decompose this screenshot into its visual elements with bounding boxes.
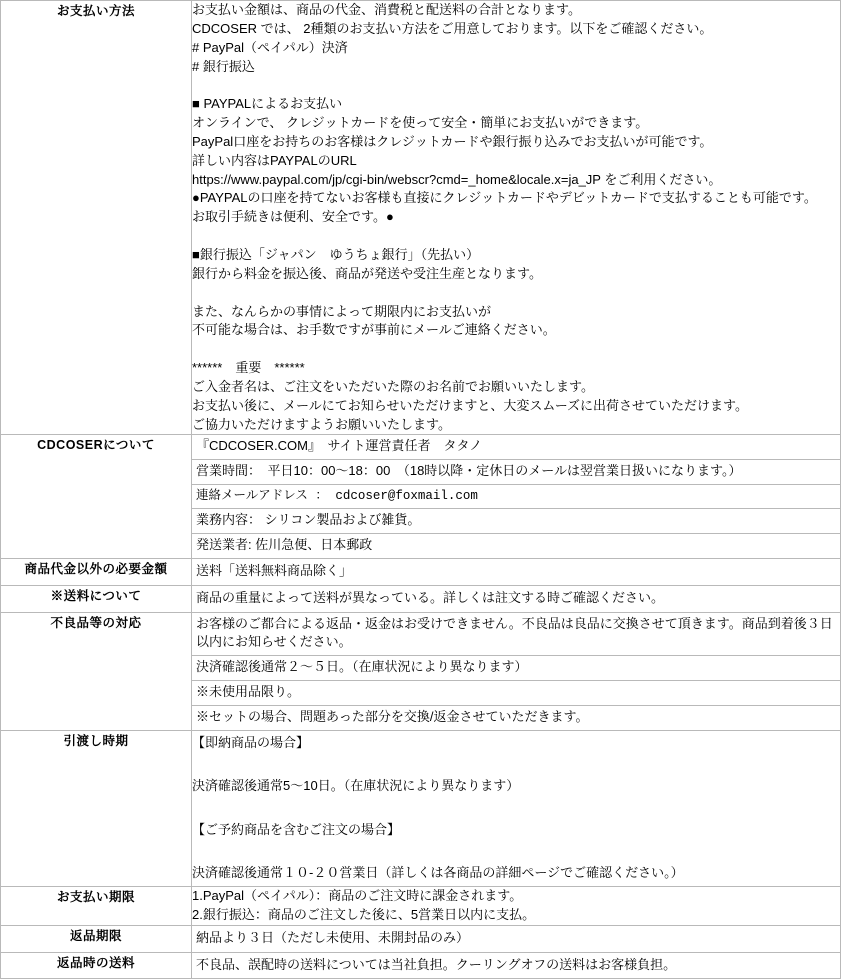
- content-line: お客様のご都合による返品・返金はお受けできません。不良品は良品に交換させて頂きます。商品到着後３日以内にお知らせください。: [192, 613, 840, 657]
- row-content-delivery-time: [192, 730, 841, 886]
- content-line: ****** 重要 ******: [192, 360, 305, 376]
- table-row: [1, 925, 841, 952]
- table-row: [1, 887, 841, 926]
- table-row: [1, 1, 841, 435]
- content-line: # 銀行振込: [192, 58, 255, 74]
- content-line: 【ご予約商品を含むご注文の場合】: [192, 821, 401, 837]
- content-line: 決済確認後通常１０-２０営業日（詳しくは各商品の詳細ページでご確認ください。）: [192, 865, 684, 881]
- content-line: お支払い後に、メールにてお知らせいただけますと、大変スムーズに出荷させていただけます。: [192, 397, 749, 413]
- content-line: 1.PayPal（ペイパル）：商品のご注文時に課金されます。: [192, 888, 523, 904]
- table-body: [1, 1, 841, 979]
- row-label-return-shipping: 返品時の送料: [1, 952, 192, 979]
- row-content-return-deadline: [192, 925, 841, 952]
- content-spacer: [192, 799, 840, 818]
- content-line: 営業時間： 平日10：00～18：00 （18時以降・定休日のメールは翌営業日扱いになります。）: [192, 460, 840, 485]
- content-spacer: [192, 340, 840, 359]
- content-line: ●PAYPALの口座を持てないお客様も直接にクレジットカードやデビットカードで支払することも可能です。: [192, 190, 817, 206]
- table-row: [1, 435, 841, 559]
- content-spacer: [192, 284, 840, 303]
- content-line: 銀行から料金を振込後、商品が発送や受注生産となります。: [192, 265, 542, 281]
- content-line: 業務内容： シリコン製品および雑貨。: [192, 509, 840, 534]
- content-line: ご入金者名は、ご注文をいただいた際のお名前でお願いいたします。: [192, 378, 594, 394]
- row-label-defective-items: 不良品等の対応: [1, 612, 192, 730]
- row-label-return-deadline: 返品期限: [1, 925, 192, 952]
- content-line: また、なんらかの事情によって期限内にお支払いが: [192, 303, 492, 319]
- row-label-payment-deadline: お支払い期限: [1, 887, 192, 926]
- row-content-about-cdcoser: [192, 435, 841, 559]
- table-row: [1, 585, 841, 612]
- content-line: 送料「送料無料商品除く」: [196, 562, 353, 578]
- row-label-about-cdcoser: CDCOSERについて: [1, 435, 192, 559]
- row-content-defective-items: [192, 612, 841, 730]
- content-line: 発送業者: 佐川急便、日本郵政: [196, 537, 373, 553]
- content-spacer: [192, 76, 840, 95]
- content-line: CDCOSER では、 2種類のお支払い方法をご用意しております。以下をご確認ください。: [192, 20, 713, 36]
- content-line: ご協力いただけますようお願いいたします。: [192, 416, 451, 432]
- row-label-additional-fees: 商品代金以外の必要金額: [1, 558, 192, 585]
- content-line: https://www.paypal.com/jp/cgi-bin/webscr?cmd=_home&locale.x=ja_JP をご利用ください。: [192, 171, 722, 187]
- content-line: 商品の重量によって送料が異なっている。詳しくは註文する時ご確認ください。: [196, 589, 665, 605]
- content-line: PayPal口座をお持ちのお客様はクレジットカードや銀行振り込みでお支払いが可能です。: [192, 133, 713, 149]
- content-spacer: [192, 843, 840, 862]
- row-content-shipping-fee: [192, 585, 841, 612]
- content-line: ■銀行振込「ジャパン ゆうちょ銀行」（先払い）: [192, 246, 480, 262]
- row-label-delivery-time: 引渡し時期: [1, 730, 192, 886]
- row-content-return-shipping: [192, 952, 841, 979]
- table-row: [1, 730, 841, 886]
- row-label-payment-method: お支払い方法: [1, 1, 192, 435]
- content-spacer: [192, 227, 840, 246]
- content-line: オンラインで、 クレジットカードを使って安全・簡単にお支払いができます。: [192, 115, 649, 131]
- table-row: [1, 558, 841, 585]
- content-line: 納品より３日（ただし未使用、未開封品のみ）: [196, 929, 470, 945]
- row-label-shipping-fee: ※送料について: [1, 585, 192, 612]
- table-row: [1, 612, 841, 730]
- table-row: [1, 952, 841, 979]
- content-line: 連絡メールアドレス ： cdcoser@foxmail.com: [192, 485, 840, 509]
- content-line: 決済確認後通常5～10日。（在庫状況により異なります）: [192, 778, 520, 794]
- row-content-additional-fees: [192, 558, 841, 585]
- content-line: 不可能な場合は、お手数ですが事前にメールご連絡ください。: [192, 322, 556, 338]
- content-line: 詳しい内容はPAYPALのURL: [192, 152, 357, 168]
- content-line: ※セットの場合、問題あった部分を交換/返金させていただきます。: [196, 708, 589, 724]
- content-line: # PayPal（ペイパル）決済: [192, 39, 348, 55]
- content-line: ※未使用品限り。: [192, 681, 840, 706]
- content-line: お取引手続きは便利、安全です。●: [192, 209, 394, 225]
- row-content-payment-method: [192, 1, 841, 435]
- content-line: 【即納商品の場合】: [192, 734, 310, 750]
- content-line: お支払い金額は、商品の代金、消費税と配送料の合計となります。: [192, 2, 581, 17]
- content-line: 不良品、誤配時の送料については当社負担。クーリングオフの送料はお客様負担。: [196, 956, 677, 972]
- content-line: 『CDCOSER.COM』 サイト運営責任者 タタノ: [192, 435, 840, 460]
- content-line: 決済確認後通常２～５日。（在庫状況により異なります）: [192, 656, 840, 681]
- content-line: ■ PAYPALによるお支払い: [192, 96, 343, 112]
- content-spacer: [192, 756, 840, 775]
- row-content-payment-deadline: [192, 887, 841, 926]
- content-line: 2.銀行振込：商品のご注文した後に、5営業日以内に支払。: [192, 906, 536, 922]
